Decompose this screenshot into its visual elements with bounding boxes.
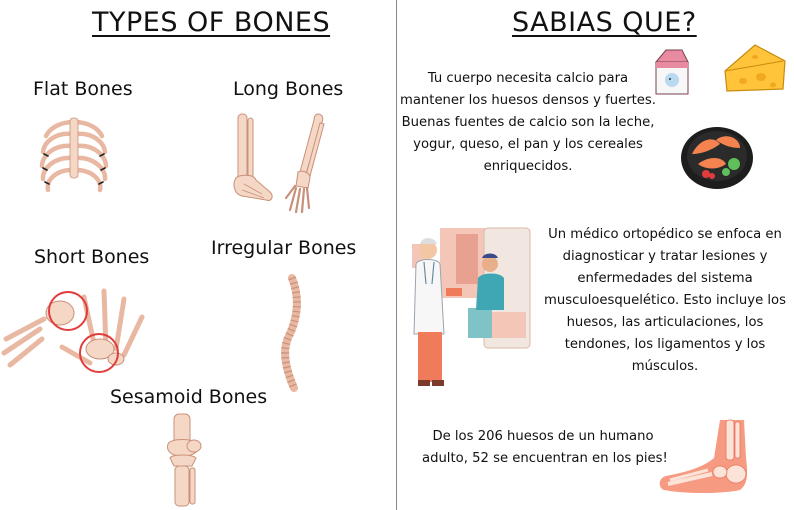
orthopedic-fact-line: enfermedades del sistema bbox=[577, 271, 753, 286]
foot-xray-icon bbox=[656, 418, 762, 496]
knee-joint-icon bbox=[162, 414, 206, 506]
orthopedic-fact bbox=[540, 224, 790, 378]
sesamoid-bones-label: Sesamoid Bones bbox=[110, 386, 268, 408]
calcium-fact bbox=[398, 68, 658, 178]
long-bones-label: Long Bones bbox=[233, 78, 344, 100]
orthopedic-fact-line: musculoesquelético. Esto incluye los bbox=[544, 293, 786, 308]
leg-bones-icon bbox=[228, 112, 276, 206]
orthopedic-fact-line: diagnosticar y tratar lesiones y bbox=[562, 249, 768, 264]
arm-bones-icon bbox=[282, 112, 328, 216]
calcium-fact-line: mantener los huesos densos y fuertes. bbox=[399, 93, 656, 108]
orthopedic-fact-line: tendones, los ligamentos y los bbox=[564, 337, 766, 352]
feet-bones-fact bbox=[422, 426, 668, 470]
calcium-fact-line: Buenas fuentes de calcio son la leche, bbox=[401, 115, 655, 130]
orthopedic-fact-line: huesos, las articulaciones, los bbox=[566, 315, 764, 330]
orthopedic-fact-line: músculos. bbox=[631, 359, 699, 374]
flat-bones-label: Flat Bones bbox=[33, 78, 133, 100]
irregular-bones-label: Irregular Bones bbox=[211, 237, 357, 259]
calcium-fact-line: yogur, queso, el pan y los cereales bbox=[413, 137, 643, 152]
cheese-icon bbox=[721, 41, 789, 95]
right-title: SABIAS QUE? bbox=[512, 7, 697, 38]
spine-icon bbox=[276, 274, 306, 392]
milk-carton-icon bbox=[652, 48, 692, 96]
salmon-bowl-icon bbox=[680, 124, 754, 190]
doctor-consultation-icon bbox=[404, 224, 532, 390]
feet-bones-fact-line: De los 206 huesos de un humano bbox=[432, 429, 654, 444]
rib-cage-icon bbox=[38, 112, 110, 200]
left-title: TYPES OF BONES bbox=[92, 7, 331, 38]
hand-bones-icon bbox=[0, 277, 152, 375]
short-bones-label: Short Bones bbox=[34, 246, 150, 268]
calcium-fact-line: Tu cuerpo necesita calcio para bbox=[427, 71, 629, 86]
feet-bones-fact-line: adulto, 52 se encuentran en los pies! bbox=[422, 451, 668, 466]
calcium-fact-line: enriquecidos. bbox=[483, 159, 573, 174]
orthopedic-fact-line: Un médico ortopédico se enfoca en bbox=[548, 227, 782, 242]
column-divider bbox=[396, 0, 397, 510]
